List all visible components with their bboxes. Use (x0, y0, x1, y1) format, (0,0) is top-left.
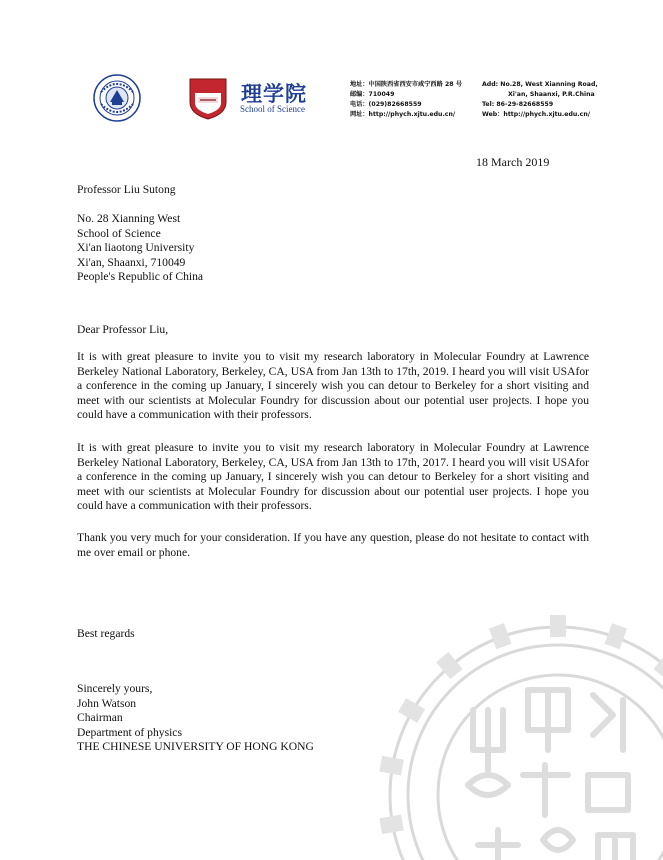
address-line: School of Science (77, 226, 161, 240)
address-line: People's Republic of China (77, 270, 204, 283)
contact-web-en: Web：http://phych.xjtu.edu.cn/ (482, 111, 590, 118)
signer-institution: THE CHINESE UNIVERSITY OF HONG KONG (77, 740, 314, 753)
contact-block-en (482, 80, 598, 120)
address-line: Xi'an liaotong University (77, 241, 195, 254)
school-name-cn: 理学院 (241, 82, 307, 106)
school-shield-logo-icon (188, 76, 228, 120)
address-line: No. 28 Xianning West (77, 212, 181, 225)
seal-watermark-icon (378, 615, 663, 860)
signer-department: Department of physics (77, 725, 182, 739)
letter-date: 18 March 2019 (476, 155, 550, 169)
contact-phone-cn: 电话：(029)82668559 (350, 101, 422, 108)
signer-name: John Watson (77, 696, 137, 710)
signer-title: Chairman (77, 711, 123, 724)
address-line: Xi'an, Shaanxi, 710049 (77, 255, 186, 269)
contact-web-cn: 网址：http://phych.xjtu.edu.cn/ (350, 111, 456, 118)
contact-block-cn (350, 80, 462, 120)
school-name-en: School of Science (240, 104, 305, 114)
recipient-address (77, 212, 203, 285)
salutation: Dear Professor Liu, (77, 323, 169, 336)
contact-phone-en: Tel: 86-29-82668559 (482, 101, 554, 108)
body-paragraph-1: It is with great pleasure to invite you to visit my research laboratory in Molecular Foundry at Lawrence Berkeley National Laboratory, Berkeley, CA, USA from Jan 13th to 17th, 2019. I heard you will visit USAfor a conference in the coming up January, I sincerely wish you can detour to Berkeley for a short visiting and meet with our scientists at Molecular Foundry for discussion about our potential user projects. I hope you could have a communication with their professors. (77, 350, 589, 421)
best-regards: Best regards (77, 627, 135, 640)
signature-block (77, 682, 314, 755)
recipient-name: Professor Liu Sutong (77, 183, 176, 196)
contact-postcode-cn: 邮编：710049 (350, 91, 395, 98)
contact-address-en-line1: Add: No.28, West Xianning Road, (482, 81, 598, 88)
closing-line: Sincerely yours, (77, 682, 153, 695)
body-paragraph-2: It is with great pleasure to invite you to visit my research laboratory in Molecular Foundry at Lawrence Berkeley National Laboratory, Berkeley, CA, USA from Jan 13th to 17th, 2017. I heard you will visit USAfor a conference in the coming up January, I sincerely wish you can detour to Berkeley for a short visiting and meet with our scientists at Molecular Foundry for discussion about our potential user projects. I hope you could have a communication with their professors. (77, 441, 589, 512)
body-paragraph-3: Thank you very much for your consideration. If you have any question, please do not hesitate to contact with me over email or phone. (77, 531, 589, 559)
university-emblem-icon (93, 74, 141, 122)
contact-address-en-line2: Xi'an, Shaanxi, P.R.China (508, 91, 595, 98)
contact-address-cn: 地址：中国陕西省西安市咸宁西路 28 号 (350, 81, 462, 88)
